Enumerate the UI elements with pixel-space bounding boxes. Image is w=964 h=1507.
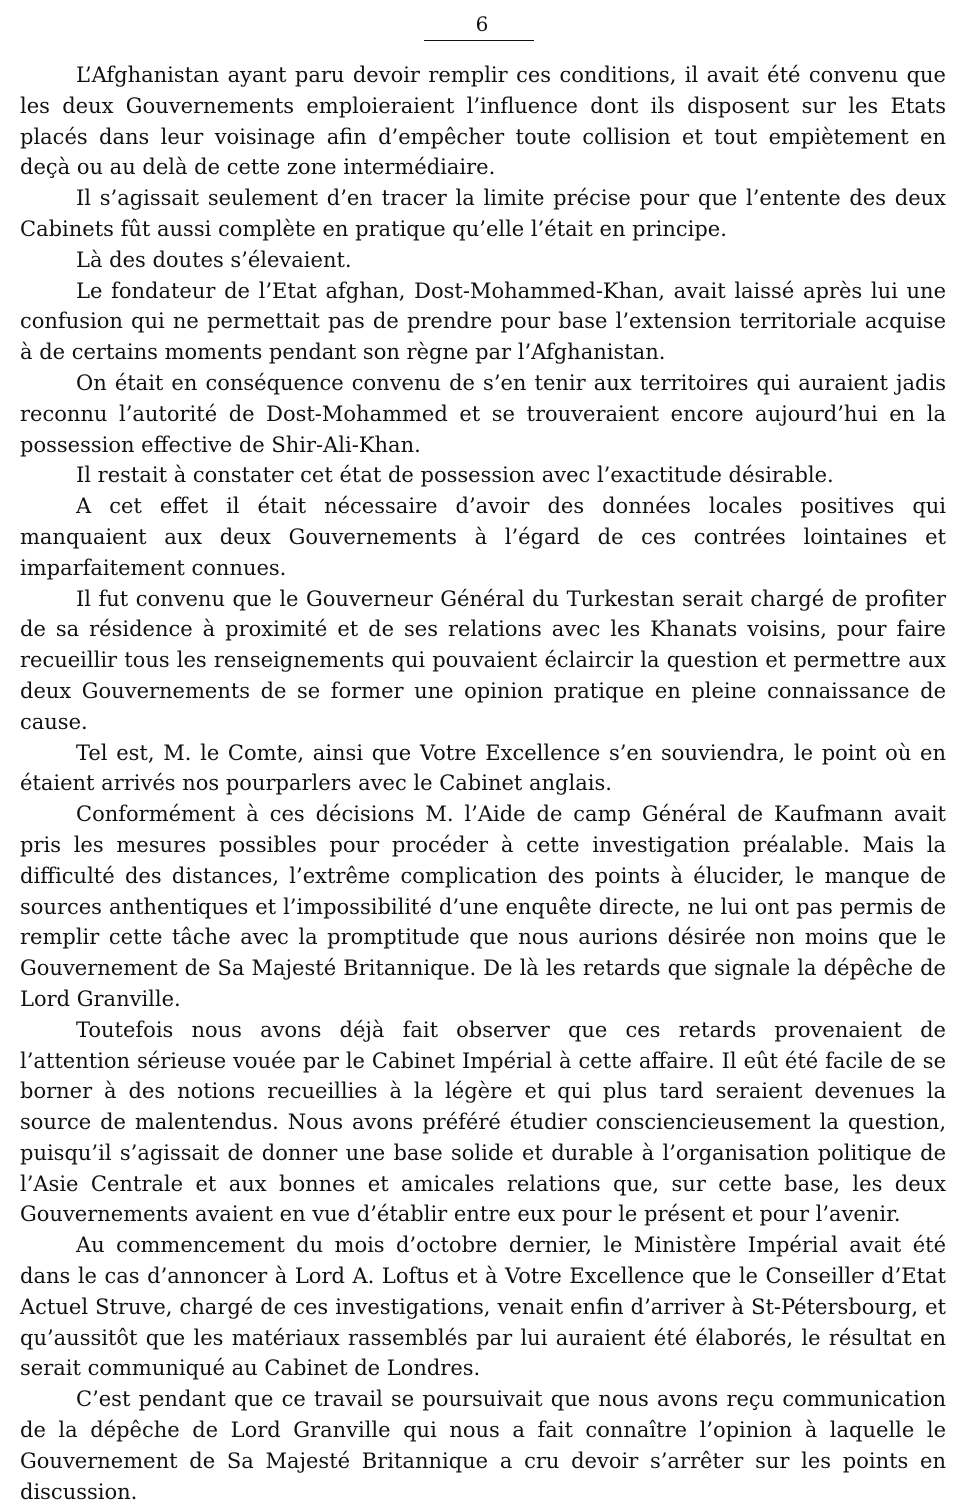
paragraph: C’est pendant que ce travail se poursuivait que nous avons reçu communication de la dépêche de Lord Granville qui nous a fait connaître l’opinion à laquelle le Gouvernement de Sa Majesté Britannique a cru devoir s’arrêter sur les points en discussion.: [20, 1387, 946, 1504]
page-number: 6: [475, 12, 489, 36]
paragraph: L’Afghanistan ayant paru devoir remplir ces conditions, il avait été convenu que les deux Gouvernements emploieraient l’influence dont ils disposent sur les Etats placés dans leur voisinage afin d’empêcher toute collision et tout empiètement en deçà ou au delà de cette zone intermédiaire.: [20, 63, 946, 180]
paragraph: Il restait à constater cet état de possession avec l’exactitude désirable.: [76, 463, 834, 488]
paragraph: A cet effet il était nécessaire d’avoir des données locales positives qui manquaient aux deux Gouvernements à l’égard de ces contrées lointaines et imparfaitement connues.: [20, 494, 946, 580]
paragraph: Au commencement du mois d’octobre dernier, le Ministère Impérial avait été dans le cas d’annoncer à Lord A. Loftus et à Votre Excellence que le Conseiller d’Etat Actuel Struve, chargé de ces investigations, venait enfin d’arriver à St-Pétersbourg, et qu’aussitôt que les matériaux rassemblés par lui auraient été élaborés, le résultat en serait communiqué au Cabinet de Londres.: [20, 1233, 946, 1381]
paragraph: Le fondateur de l’Etat afghan, Dost-Mohammed-Khan, avait laissé après lui une confusion qui ne permettait pas de prendre pour base l’extension territoriale acquise à de certains moments pendant son règne par l’Afghanistan.: [20, 278, 946, 365]
paragraph: On était en conséquence convenu de s’en tenir aux territoires qui auraient jadis reconnu l’autorité de Dost-Mohammed et se trouveraient encore aujourd’hui en la possession effective de Shir-Ali-Khan.: [20, 370, 946, 457]
paragraph: Il fut convenu que le Gouverneur Général du Turkestan serait chargé de profiter de sa résidence à proximité et de ses relations avec les Khanats voisins, pour faire recueillir tous les renseignements qui pouvaient éclaircir la question et permettre aux deux Gouvernements de se former une opinion pratique en pleine connaissance de cause.: [20, 586, 946, 734]
paragraph: Tel est, M. le Comte, ainsi que Votre Excellence s’en souviendra, le point où en étaient arrivés nos pourparlers avec le Cabinet anglais.: [20, 740, 946, 796]
paragraph: Là des doutes s’élevaient.: [76, 247, 352, 272]
paragraph: Il s’agissait seulement d’en tracer la limite précise pour que l’entente des deux Cabinets fût aussi complète en pratique qu’elle l’était en principe.: [20, 186, 946, 241]
header-rule: [424, 40, 534, 41]
paragraph: Conformément à ces décisions M. l’Aide de camp Général de Kaufmann avait pris les mesures possibles pour procéder à cette investigation préalable. Mais la difficulté des distances, l’extrême complication des points à élucider, le manque de sources anthentiques et l’impossibilité d’une enquête directe, ne lui ont pas permis de remplir cette tâche avec la promptitude que nous aurions désirée non moins que le Gouvernement de Sa Majesté Britannique. De là les retards que signale la dépêche de Lord Granville.: [20, 802, 946, 1011]
paragraph: Toutefois nous avons déjà fait observer que ces retards provenaient de l’attention sérieuse vouée par le Cabinet Impérial à cette affaire. Il eût été facile de se borner à des notions recueillies à la légère et qui plus tard seraient devenues la source de malentendus. Nous avons préféré étudier consciencieusement la question, puisqu’il s’agissait de donner une base solide et durable à l’organisation politique de l’Asie Centrale et aux bonnes et amicales relations que, sur cette base, les deux Gouvernements avaient en vue d’établir entre eux pour le présent et pour l’avenir.: [20, 1017, 946, 1227]
body-text: [20, 60, 946, 1507]
